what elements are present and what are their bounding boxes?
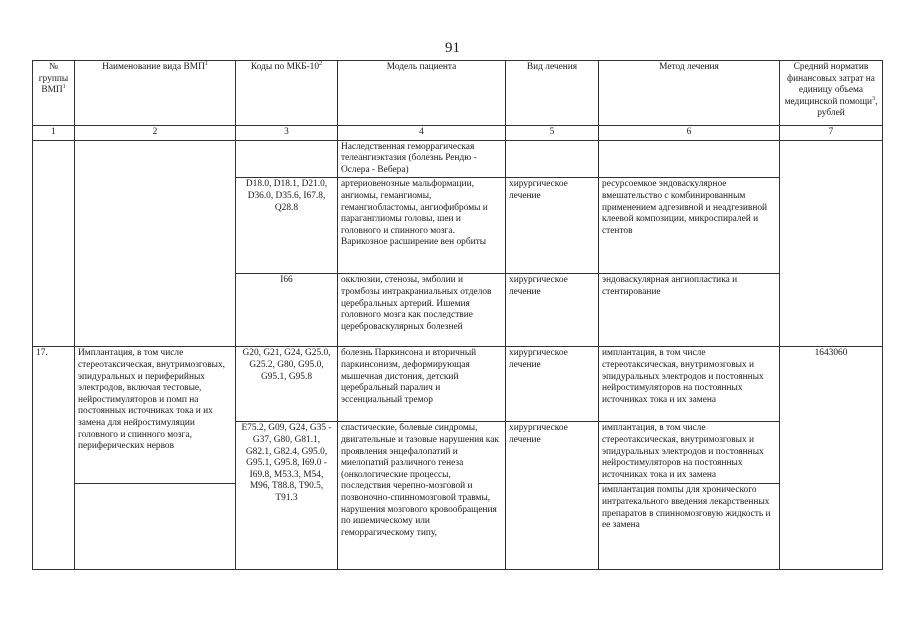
treatment-method-cell [599,140,780,178]
header-vmp-name: Наименование вида ВМП$^1$ [75,61,236,126]
column-number: 3 [236,126,338,141]
column-number: 5 [506,126,599,141]
cost-cell [780,140,883,347]
vmp-name-cell [75,484,236,570]
treatment-type-cell: хирургическое лечение [506,347,599,422]
icd-codes-cell: G20, G21, G24, G25.0, G25.2, G80, G95.0, G95.1, G95.8 [236,347,338,422]
header-group-number: № группы ВМП$^1$ [33,61,75,126]
header-icd-codes: Коды по МКБ-$10^2$ [236,61,338,126]
column-number-row [33,126,883,141]
group-number-cell: 17. [33,347,75,570]
patient-model-cell: спастические, болевые синдромы, двигательные и тазовые нарушения как проявления энцефалопатий и миелопатий различного генеза (онкологические процессы, последствия черепно-мозговой и позвоночно-спинномозговой травмы, нарушения мозгового кровообращения по ишемическому или геморрагическому типу, [338,422,506,570]
column-number: 7 [780,126,883,141]
header-row [33,61,883,126]
patient-model-cell: артериовенозные мальформации, ангиомы, гемангиомы, гемангиобластомы, ангиофибромы и параганглиомы головы, шеи и головного и спинного мозга. Варикозное расширение вен орбиты [338,178,506,274]
header-patient-model: Модель пациента [338,61,506,126]
header-treatment-type: Вид лечения [506,61,599,126]
vmp-name-cell [75,140,236,347]
treatment-type-cell: хирургическое лечение [506,178,599,274]
treatment-type-cell [506,140,599,178]
icd-codes-cell: I66 [236,274,338,347]
column-number: 6 [599,126,780,141]
treatment-type-cell: хирургическое лечение [506,422,599,570]
column-number: 2 [75,126,236,141]
treatment-method-cell: эндоваскулярная ангиопластика и стентирование [599,274,780,347]
treatment-method-cell: имплантация помпы для хронического интратекального введения лекарственных препаратов в спинномозговую жидкость и ее замена [599,484,780,570]
patient-model-cell: болезнь Паркинсона и вторичный паркинсонизм, деформирующая мышечная дистония, детский церебральный паралич и эссенциальный тремор [338,347,506,422]
cost-cell: 1643060 [780,347,883,570]
header-treatment-method: Метод лечения [599,61,780,126]
group-number-cell [33,140,75,347]
table-row [33,347,883,422]
icd-codes-cell: D18.0, D18.1, D21.0, D36.0, D35.6, I67.8, Q28.8 [236,178,338,274]
column-number: 1 [33,126,75,141]
table-row [33,140,883,178]
patient-model-cell: Наследственная геморрагическая телеангиэктазия (болезнь Рендю - Ослера - Вебера) [338,140,506,178]
column-number: 4 [338,126,506,141]
icd-codes-cell: E75.2, G09, G24, G35 - G37, G80, G81.1, G82.1, G82.4, G95.0, G95.1, G95.8, I69.0 - I69.8, M53.3, M54, M96, T88.8, T90.5, T91.3 [236,422,338,570]
treatment-method-cell: имплантация, в том числе стереотаксическая, внутримозговых и эпидуральных электродов и постоянных нейростимуляторов на постоянных источниках тока и их замена [599,347,780,422]
treatment-method-cell: ресурсоемкое эндоваскулярное вмешательство с комбинированным применением адгезивной и неадгезивной клеевой композиции, микроспиралей и стентов [599,178,780,274]
treatment-type-cell: хирургическое лечение [506,274,599,347]
vmp-name-cell: Имплантация, в том числе стереотаксическая, внутримозговых, эпидуральных и периферийных электродов, включая тестовые, нейростимуляторов и помп на постоянных источниках тока и их замена для нейростимуляции головного и спинного мозга, периферических нервов [75,347,236,484]
icd-codes-cell [236,140,338,178]
header-cost-norm: Средний норматив финансовых затрат на единицу объема медицинской помощи$^3$, рублей [780,61,883,126]
patient-model-cell: окклюзии, стенозы, эмболии и тромбозы интракраниальных отделов церебральных артерий. Ишемия головного мозга как последствие цереброваскулярных болезней [338,274,506,347]
vmp-table [32,60,883,570]
page-number: 91 [445,40,460,56]
treatment-method-cell: имплантация, в том числе стереотаксическая, внутримозговых и эпидуральных электродов и постоянных нейростимуляторов на постоянных источниках тока и их замена [599,422,780,484]
